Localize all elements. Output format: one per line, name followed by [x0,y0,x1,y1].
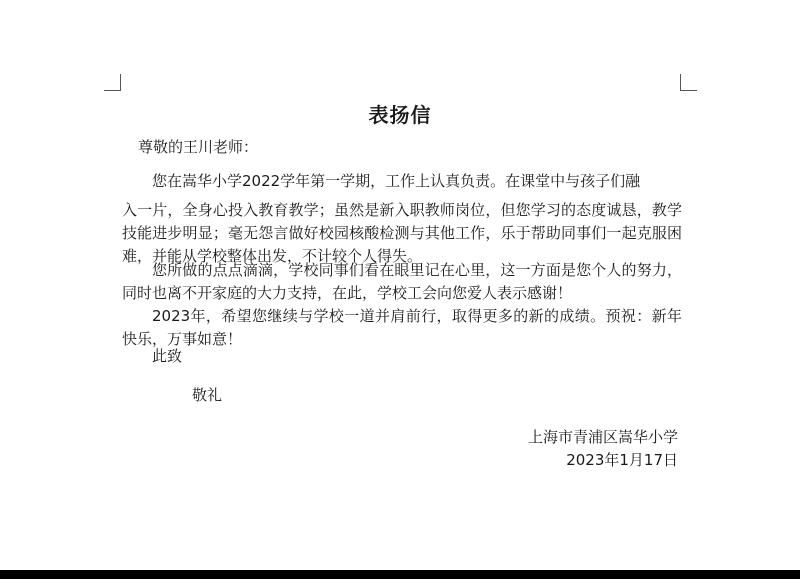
letter-regards: 敬礼 [192,386,223,404]
letter-paragraph-1 [122,166,682,268]
crop-mark-top-left [104,74,121,91]
paragraph-1-first-line: 您在嵩华小学2022学年第一学期，工作上认真负责。在课堂中与孩子们融 [152,172,641,190]
paragraph-1-continuation: 入一片，全身心投入教育教学；虽然是新入职教师岗位，但您学习的态度诚恳，教学技能进步明显；毫无怨言做好校园核酸检测与其他工作，乐于帮助同事们一起克服困难，并能从学校整体出发，不计较个人得失。 [122,201,682,265]
letter-title: 表扬信 [368,103,432,127]
letter-date: 2023年1月17日 [566,451,678,469]
sender-name: 上海市青浦区嵩华小学 [527,428,678,446]
letter-closing: 此致 [152,347,183,365]
letter-paragraph-3: 2023年，希望您继续与学校一道并肩前行，取得更多的新的成绩。预祝：新年快乐，万事如意！ [122,307,682,348]
letter-salutation: 尊敬的王川老师： [138,138,259,156]
letter-paragraph-2: 您所做的点点滴滴，学校同事们看在眼里记在心里，这一方面是您个人的努力，同时也离不开家庭的大力支持，在此，学校工会向您爱人表示感谢！ [122,261,682,302]
bottom-bar [0,570,800,579]
letter-signature [528,426,678,472]
crop-mark-top-right [680,74,697,91]
